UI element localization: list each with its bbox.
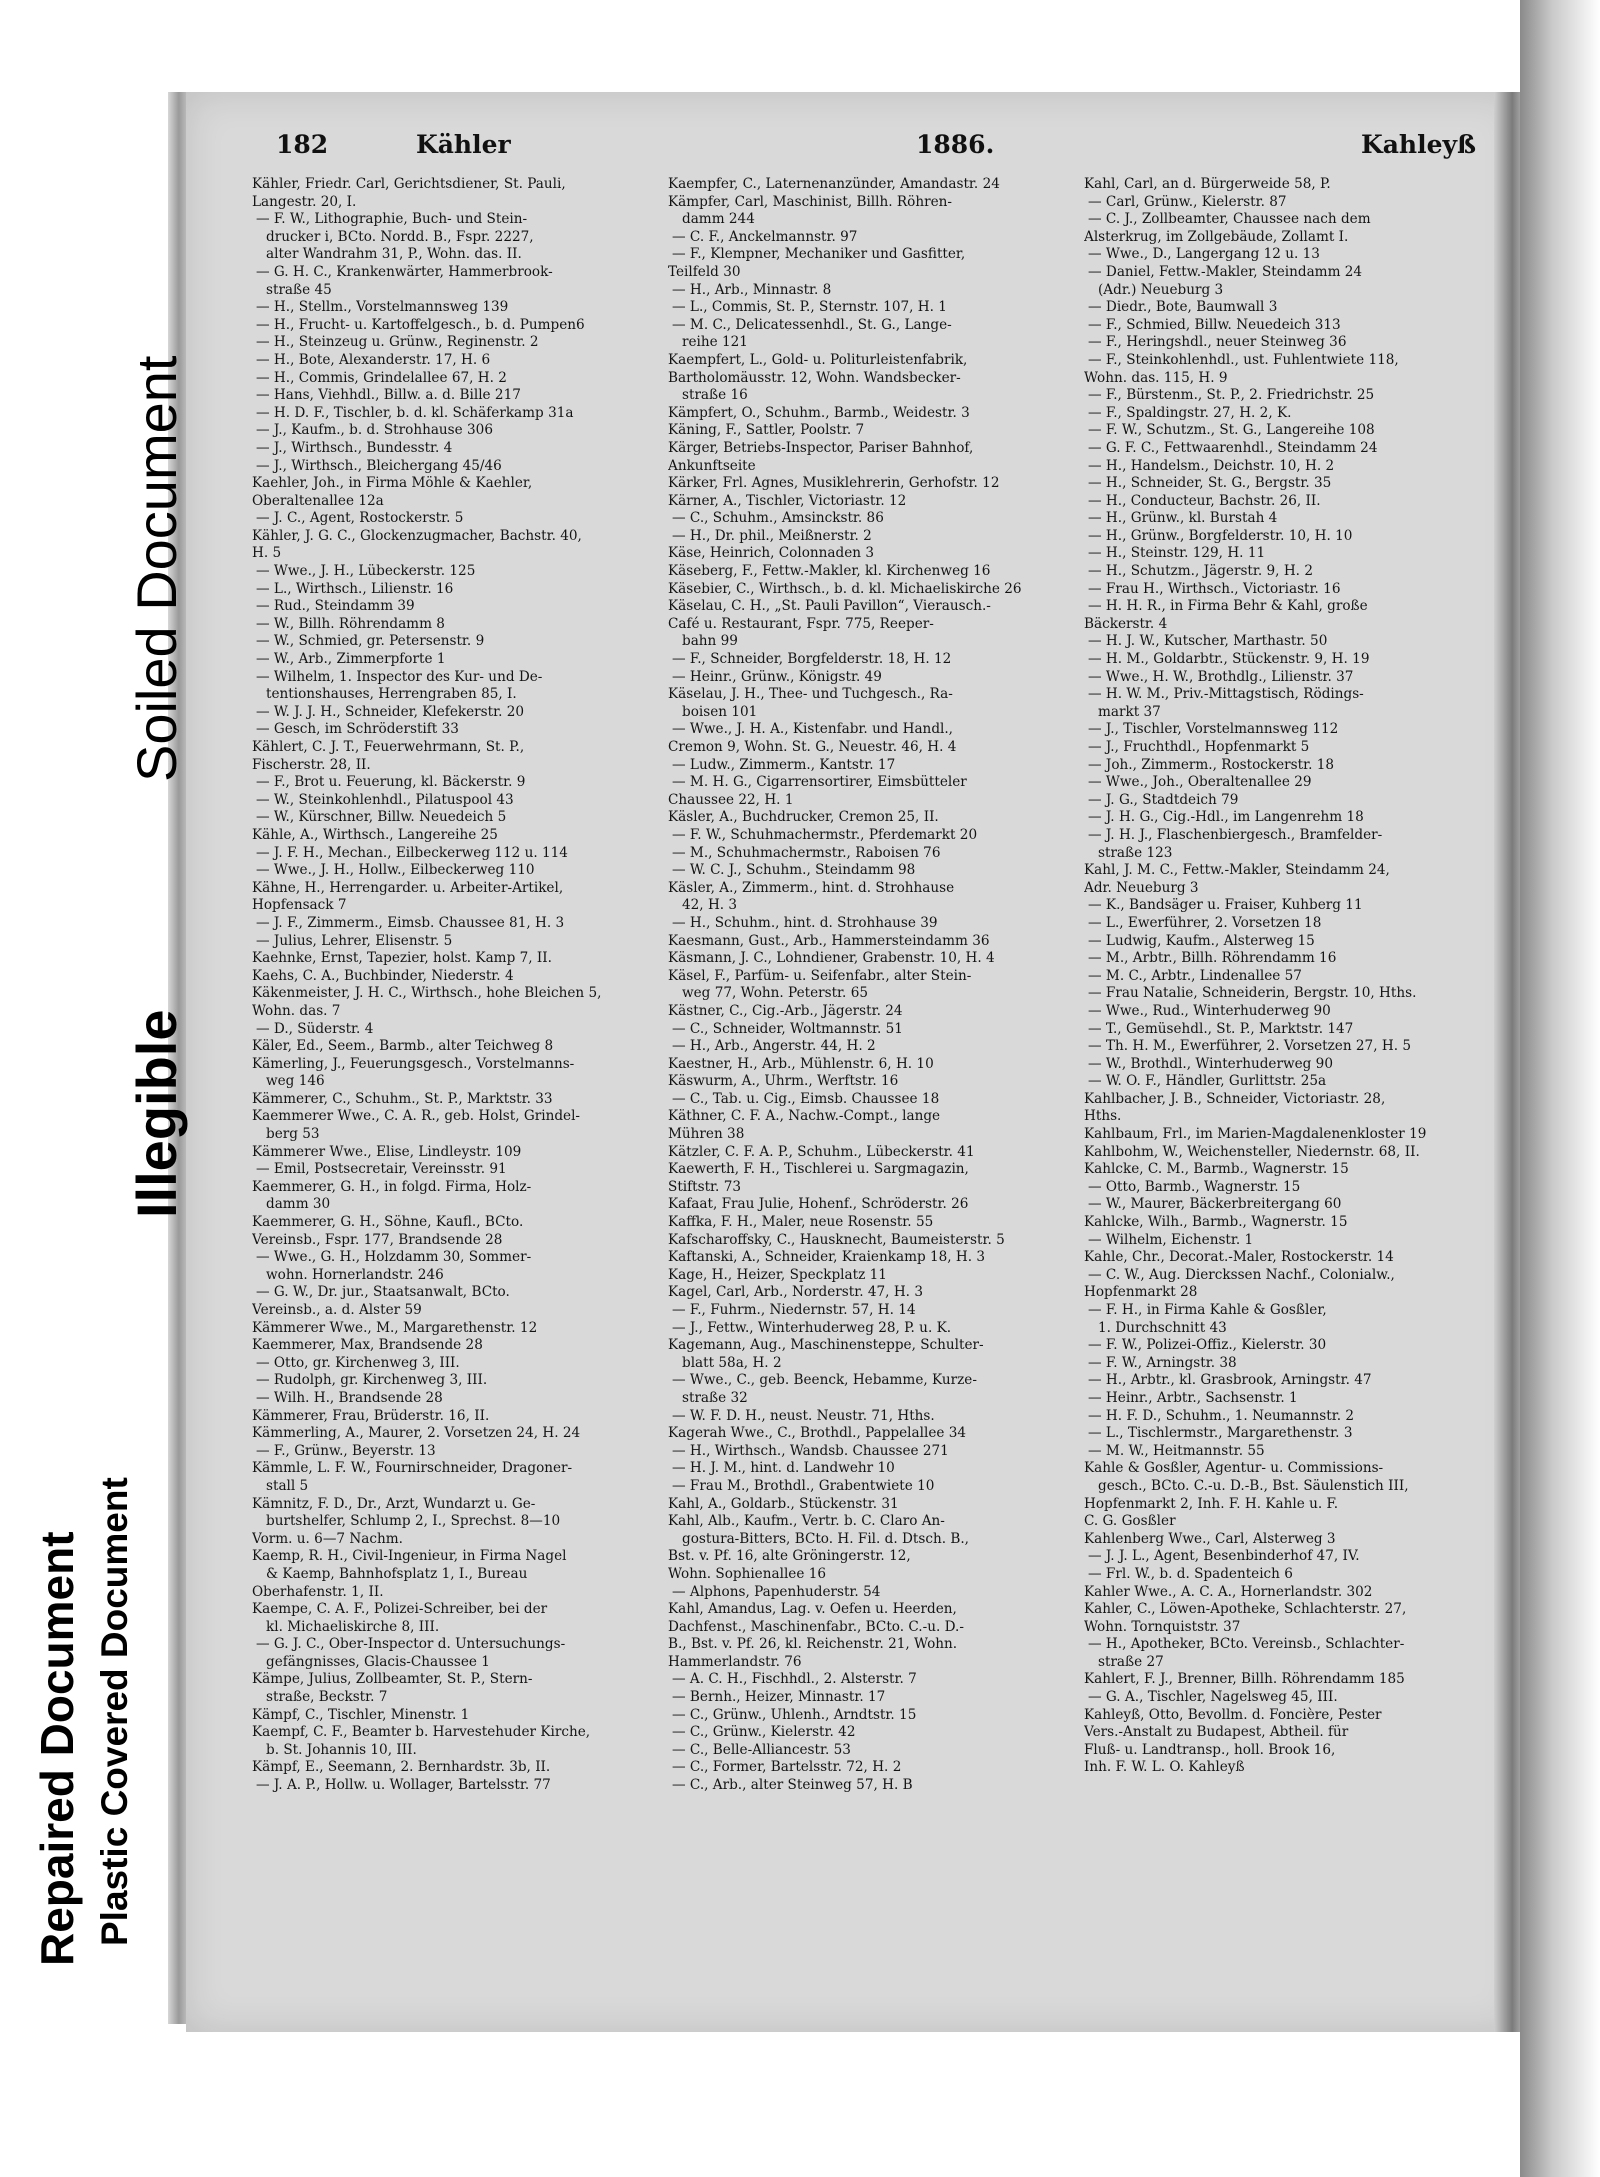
directory-entry-line: — H., Commis, Grindelallee 67, H. 2 [256, 369, 507, 386]
directory-entry-line: Käsel, F., Parfüm- u. Seifenfabr., alter Stein- [668, 967, 972, 984]
directory-entry-line: Kästner, C., Cig.-Arb., Jägerstr. 24 [668, 1002, 903, 1019]
directory-entry-line: Kämmle, L. F. W., Fournirschneider, Dragoner- [252, 1460, 573, 1477]
directory-entry-line: — G. H. C., Krankenwärter, Hammerbrook- [256, 263, 553, 280]
directory-entry-line: — H., Arb., Minnastr. 8 [672, 281, 832, 298]
directory-entry-line: B., Bst. v. Pf. 26, kl. Reichenstr. 21, Wohn. [668, 1636, 958, 1653]
directory-entry-line: — T., Gemüsehdl., St. P., Marktstr. 147 [1088, 1020, 1354, 1037]
directory-entry-line: Kaestner, H., Arb., Mühlenstr. 6, H. 10 [668, 1055, 934, 1072]
directory-entry-line: — H. H. R., in Firma Behr & Kahl, große [1088, 598, 1368, 615]
directory-entry-line: Kagel, Carl, Arb., Norderstr. 47, H. 3 [668, 1284, 923, 1301]
directory-entry-line: Kaemmerer, G. H., Söhne, Kaufl., BCto. [252, 1214, 524, 1231]
directory-entry-line: — C. J., Zollbeamter, Chaussee nach dem [1088, 211, 1371, 228]
page-header [276, 130, 1486, 170]
directory-entry-line: Kämnitz, F. D., Dr., Arzt, Wundarzt u. Ge- [252, 1495, 536, 1512]
directory-entry-line: — J. H. G., Cig.-Hdl., im Langenrehm 18 [1088, 809, 1364, 826]
directory-entry-line: — J. A. P., Hollw. u. Wollager, Bartelsstr. 77 [256, 1777, 551, 1794]
directory-entry-line: Teilfeld 30 [668, 263, 741, 280]
directory-entry-line: — Gesch, im Schröderstift 33 [256, 721, 459, 738]
directory-entry-line: — H. J. W., Kutscher, Marthastr. 50 [1088, 633, 1328, 650]
directory-entry-line: — J. C., Agent, Rostockerstr. 5 [256, 510, 464, 527]
directory-entry-line: — G. A., Tischler, Nagelsweg 45, III. [1088, 1689, 1338, 1706]
directory-entry-line: — F., Brot u. Feuerung, kl. Bäckerstr. 9 [256, 774, 526, 791]
directory-entry-line: Käkenmeister, J. H. C., Wirthsch., hohe Bleichen 5, [252, 985, 602, 1002]
directory-entry-line: berg 53 [266, 1126, 320, 1143]
directory-entry-line: — W., Schmied, gr. Petersenstr. 9 [256, 633, 485, 650]
directory-entry-line: — H., Schutzm., Jägerstr. 9, H. 2 [1088, 563, 1313, 580]
directory-entry-line: Kähler, Friedr. Carl, Gerichtsdiener, St. Pauli, [252, 176, 566, 192]
header-year: 1886. [916, 130, 995, 159]
directory-entry-line: — L., Ewerführer, 2. Vorsetzen 18 [1088, 914, 1322, 931]
directory-entry-line: — W., Maurer, Bäckerbreitergang 60 [1088, 1196, 1342, 1213]
directory-entry-line: Kahl, J. M. C., Fettw.-Makler, Steindamm 24, [1084, 862, 1390, 879]
directory-entry-line: Kämmerer, C., Schuhm., St. P., Marktstr. 33 [252, 1090, 553, 1107]
directory-entry-line: Kage, H., Heizer, Speckplatz 11 [668, 1266, 887, 1283]
directory-entry-line: C. G. Gosßler [1084, 1513, 1176, 1530]
directory-entry-line: — H., Handelsm., Deichstr. 10, H. 2 [1088, 457, 1335, 474]
directory-entry-line: — H., Steinzeug u. Grünw., Reginenstr. 2 [256, 334, 539, 351]
directory-entry-line: Langestr. 20, I. [252, 193, 357, 210]
directory-entry-line: — Julius, Lehrer, Elisenstr. 5 [256, 932, 453, 949]
directory-entry-line: Bst. v. Pf. 16, alte Gröningerstr. 12, [668, 1548, 911, 1565]
directory-entry-line: — F., Schmied, Billw. Neuedeich 313 [1088, 316, 1341, 333]
directory-entry-line: Käseberg, F., Fettw.-Makler, kl. Kirchenweg 16 [668, 563, 991, 580]
directory-entry-line: Kämpf, C., Tischler, Minenstr. 1 [252, 1706, 470, 1723]
directory-entry-line: — C., Former, Bartelsstr. 72, H. 2 [672, 1759, 902, 1776]
directory-entry-line: — Th. H. M., Ewerführer, 2. Vorsetzen 27, H. 5 [1088, 1038, 1411, 1055]
directory-entry-line: — J. F. H., Mechan., Eilbeckerweg 112 u. 114 [256, 844, 568, 861]
directory-entry-line: — Frau Natalie, Schneiderin, Bergstr. 10, Hths. [1088, 985, 1417, 1002]
plastic-covered-document-stamp: Plastic Covered Document [94, 1477, 135, 1946]
directory-entry-line: — M. C., Arbtr., Lindenallee 57 [1088, 967, 1302, 984]
directory-entry-line: — L., Commis, St. P., Sternstr. 107, H. 1 [672, 299, 947, 316]
page-spine-shadow [1494, 92, 1520, 2032]
directory-entry-line: — C., Schneider, Woltmannstr. 51 [672, 1020, 903, 1037]
directory-entry-line: Kahlenberg Wwe., Carl, Alsterweg 3 [1084, 1530, 1336, 1547]
directory-entry-line: boisen 101 [682, 703, 758, 720]
directory-entry-line: Kämpf, E., Seemann, 2. Bernhardstr. 3b, II. [252, 1759, 551, 1776]
directory-entry-line: Kämpfer, Carl, Maschinist, Billh. Röhren- [668, 193, 952, 210]
directory-entry-line: Kaehs, C. A., Buchbinder, Niederstr. 4 [252, 967, 514, 984]
directory-entry-line: gesch., BCto. C.-u. D.-B., Bst. Säulenstich III, [1098, 1477, 1409, 1494]
directory-entry-line: Kämmerer Wwe., M., Margarethenstr. 12 [252, 1319, 538, 1336]
directory-entry-line: gostura-Bitters, BCto. H. Fil. d. Dtsch. B., [682, 1530, 969, 1547]
directory-entry-line: bahn 99 [682, 633, 738, 650]
directory-entry-line: — C., Belle-Alliancestr. 53 [672, 1741, 851, 1758]
directory-entry-line: Kaffka, F. H., Maler, neue Rosenstr. 55 [668, 1214, 934, 1231]
directory-entry-line: Oberaltenallee 12a [252, 492, 384, 509]
directory-entry-line: Kähne, H., Herrengarder. u. Arbeiter-Artikel, [252, 879, 564, 896]
directory-entry-line: — J. H. J., Flaschenbiergesch., Bramfelder- [1088, 826, 1383, 843]
directory-entry-line: Oberhafenstr. 1, II. [252, 1583, 384, 1600]
directory-entry-line: Wohn. das. 115, H. 9 [1084, 369, 1228, 386]
directory-entry-line: Kärger, Betriebs-Inspector, Pariser Bahnhof, [668, 439, 974, 456]
header-left-word: Kähler [416, 130, 511, 159]
directory-entry-line: Kaempe, C. A. F., Polizei-Schreiber, bei der [252, 1601, 548, 1618]
directory-entry-line: — Wwe., J. H., Lübeckerstr. 125 [256, 563, 476, 580]
directory-entry-line: — C., Tab. u. Cig., Eimsb. Chaussee 18 [672, 1090, 940, 1107]
directory-entry-line: Käswurm, A., Uhrm., Werftstr. 16 [668, 1073, 899, 1090]
directory-entry-line: — H., Arbtr., kl. Grasbrook, Arningstr. 47 [1088, 1372, 1372, 1389]
directory-entry-line: Kahlcke, C. M., Barmb., Wagnerstr. 15 [1084, 1161, 1349, 1178]
directory-entry-line: — W., Kürschner, Billw. Neuedeich 5 [256, 809, 507, 826]
directory-entry-line: & Kaemp, Bahnhofsplatz 1, I., Bureau [266, 1565, 528, 1582]
directory-entry-line: — K., Bandsäger u. Fraiser, Kuhberg 11 [1088, 897, 1363, 914]
directory-entry-line: Käselau, C. H., „St. Pauli Pavillon“, Vierausch.- [668, 598, 991, 615]
directory-entry-line: — Wwe., D., Langergang 12 u. 13 [1088, 246, 1320, 263]
repaired-document-stamp: Repaired Document [31, 1531, 83, 1966]
directory-entry-line: — Alphons, Papenhuderstr. 54 [672, 1583, 881, 1600]
directory-entry-line: — G. F. C., Fettwaarenhdl., Steindamm 24 [1088, 439, 1378, 456]
directory-entry-line: — M., Arbtr., Billh. Röhrendamm 16 [1088, 950, 1337, 967]
directory-entry-line: — Wwe., C., geb. Beenck, Hebamme, Kurze- [672, 1372, 977, 1389]
directory-entry-line: — Diedr., Bote, Baumwall 3 [1088, 299, 1278, 316]
directory-entry-line: — Emil, Postsecretair, Vereinsstr. 91 [256, 1161, 507, 1178]
directory-entry-line: Wohn. das. 7 [252, 1002, 341, 1019]
directory-entry-line: Kämmerer, Frau, Brüderstr. 16, II. [252, 1407, 490, 1424]
directory-entry-line: Kärner, A., Tischler, Victoriastr. 12 [668, 492, 907, 509]
directory-entry-line: Chaussee 22, H. 1 [668, 791, 794, 808]
directory-entry-line: Käsler, A., Buchdrucker, Cremon 25, II. [668, 809, 939, 826]
directory-entry-line: — Carl, Grünw., Kielerstr. 87 [1088, 193, 1287, 210]
directory-entry-line: — Otto, gr. Kirchenweg 3, III. [256, 1354, 460, 1371]
directory-entry-line: Kämmerer Wwe., Elise, Lindleystr. 109 [252, 1143, 522, 1160]
directory-entry-line: Kahl, Alb., Kaufm., Vertr. b. C. Claro An- [668, 1513, 945, 1530]
directory-entry-line: Kahler Wwe., A. C. A., Hornerlandstr. 302 [1084, 1583, 1373, 1600]
directory-entry-line: — Wilhelm, 1. Inspector des Kur- und De- [256, 668, 543, 685]
directory-entry-line: Kärker, Frl. Agnes, Musiklehrerin, Gerhofstr. 12 [668, 475, 1000, 492]
directory-entry-line: — Ludwig, Kaufm., Alsterweg 15 [1088, 932, 1315, 949]
directory-entry-line: — H., Arb., Angerstr. 44, H. 2 [672, 1038, 876, 1055]
directory-entry-line: — H., Wirthsch., Wandsb. Chaussee 271 [672, 1442, 949, 1459]
directory-entry-line: — H. F. D., Schuhm., 1. Neumannstr. 2 [1088, 1407, 1355, 1424]
directory-entry-line: Kahler, C., Löwen-Apotheke, Schlachterstr. 27, [1084, 1601, 1407, 1618]
directory-entry-line: Kaemp, R. H., Civil-Ingenieur, in Firma Nagel [252, 1548, 567, 1565]
directory-entry-line: Kahlbaum, Frl., im Marien-Magdalenenkloster 19 [1084, 1126, 1427, 1143]
directory-entry-line: Kahlbohm, W., Weichensteller, Niedernstr. 68, II. [1084, 1143, 1420, 1160]
directory-entry-line: — Wwe., Rud., Winterhuderweg 90 [1088, 1002, 1331, 1019]
directory-entry-line: Kämpe, Julius, Zollbeamter, St. P., Stern- [252, 1671, 533, 1688]
directory-entry-line: Fluß- u. Landtransp., holl. Brook 16, [1084, 1741, 1336, 1758]
directory-entry-line: Kähle, A., Wirthsch., Langereihe 25 [252, 826, 498, 843]
directory-entry-line: — F. W., Schutzm., St. G., Langereihe 108 [1088, 422, 1375, 439]
directory-entry-line: Käsebier, C., Wirthsch., b. d. kl. Michaeliskirche 26 [668, 580, 1022, 597]
directory-entry-line: — F. W., Schuhmachermstr., Pferdemarkt 20 [672, 826, 978, 843]
directory-entry-line: — L., Tischlermstr., Margarethenstr. 3 [1088, 1425, 1353, 1442]
directory-entry-line: — C., Arb., alter Steinweg 57, H. B [672, 1777, 913, 1794]
directory-entry-line: — Wilh. H., Brandsende 28 [256, 1389, 443, 1406]
directory-entry-line: — Heinr., Arbtr., Sachsenstr. 1 [1088, 1389, 1298, 1406]
directory-entry-line: Kaempfert, L., Gold- u. Politurleistenfabrik, [668, 351, 968, 368]
directory-entry-line: — F., Fuhrm., Niedernstr. 57, H. 14 [672, 1302, 916, 1318]
directory-entry-line: Käsmann, J. C., Lohndiener, Grabenstr. 10, H. 4 [668, 950, 995, 967]
directory-entry-line: — J. J. L., Agent, Besenbinderhof 47, IV. [1088, 1548, 1360, 1565]
directory-entry-line: — Joh., Zimmerm., Rostockerstr. 18 [1088, 756, 1335, 773]
directory-entry-line: — F. W., Lithographie, Buch- und Stein- [256, 211, 528, 228]
directory-entry-line: — Wilhelm, Eichenstr. 1 [1088, 1231, 1254, 1248]
directory-entry-line: — W., Arb., Zimmerpforte 1 [256, 651, 446, 668]
directory-entry-line: Kahle, Chr., Decorat.-Maler, Rostockerstr. 14 [1084, 1249, 1394, 1266]
directory-entry-line: — F., Klempner, Mechaniker und Gasfitter, [672, 246, 966, 263]
directory-entry-line: — Frau H., Wirthsch., Victoriastr. 16 [1088, 580, 1341, 597]
directory-entry-line: Kahlcke, Wilh., Barmb., Wagnerstr. 15 [1084, 1214, 1348, 1231]
directory-entry-line: straße 27 [1098, 1653, 1164, 1670]
directory-entry-line: — W. J. J. H., Schneider, Klefekerstr. 20 [256, 703, 525, 720]
directory-entry-line: Vereinsb., a. d. Alster 59 [252, 1302, 422, 1318]
directory-entry-line: straße 45 [266, 281, 332, 298]
directory-entry-line: Kämpfert, O., Schuhm., Barmb., Weidestr. 3 [668, 404, 970, 421]
directory-entry-line: Adr. Neueburg 3 [1084, 879, 1199, 896]
directory-entry-line: wohn. Hornerlandstr. 246 [266, 1266, 444, 1283]
directory-entry-line: — D., Süderstr. 4 [256, 1020, 374, 1037]
directory-entry-line: — M., Schuhmachermstr., Raboisen 76 [672, 844, 941, 861]
directory-entry-line: Wohn. Tornquiststr. 37 [1084, 1618, 1241, 1635]
directory-entry-line: Bäckerstr. 4 [1084, 615, 1168, 632]
directory-entry-line: — M. W., Heitmannstr. 55 [1088, 1442, 1265, 1459]
directory-entry-line: — Ludw., Zimmerm., Kantstr. 17 [672, 756, 896, 773]
directory-entry-line: Kahleyß, Otto, Bevollm. d. Foncière, Pester [1084, 1706, 1382, 1723]
directory-entry-line: — Wwe., J. H. A., Kistenfabr. und Handl., [672, 721, 954, 738]
directory-entry-line: b. St. Johannis 10, III. [266, 1741, 417, 1758]
directory-entry-line: Ankunftseite [668, 457, 756, 474]
directory-entry-line: — C., Schuhm., Amsinckstr. 86 [672, 510, 884, 527]
directory-entry-line: Kähler, J. G. C., Glockenzugmacher, Bachstr. 40, [252, 527, 582, 544]
directory-entry-line: straße, Beckstr. 7 [266, 1689, 388, 1706]
directory-column-1 [252, 176, 652, 2016]
directory-entry-line: Kahl, Amandus, Lag. v. Oefen u. Heerden, [668, 1601, 957, 1618]
directory-entry-line: 1. Durchschnitt 43 [1098, 1319, 1227, 1336]
directory-entry-line: Käsler, A., Zimmerm., hint. d. Strohhause [668, 879, 955, 896]
directory-entry-line: Kämerling, J., Feuerungsgesch., Vorstelmanns- [252, 1055, 575, 1072]
directory-entry-line: — J., Wirthsch., Bundesstr. 4 [256, 439, 453, 456]
directory-entry-line: — Otto, Barmb., Wagnerstr. 15 [1088, 1178, 1301, 1195]
directory-entry-line: — C. F., Anckelmannstr. 97 [672, 228, 858, 245]
directory-column-2 [668, 176, 1066, 2016]
directory-entry-line: — H., Grünw., kl. Burstah 4 [1088, 510, 1278, 527]
directory-entry-line: weg 77, Wohn. Peterstr. 65 [682, 985, 868, 1002]
directory-entry-line: — Heinr., Grünw., Königstr. 49 [672, 668, 882, 685]
directory-entry-line: Kaewerth, F. H., Tischlerei u. Sargmagazin, [668, 1161, 969, 1178]
directory-entry-line: — F., Steinkohlenhdl., ust. Fuhlentwiete 118, [1088, 351, 1399, 368]
directory-entry-line: — F., Bürstenm., St. P., 2. Friedrichstr. 25 [1088, 387, 1375, 404]
directory-entry-line: Inh. F. W. L. O. Kahleyß [1084, 1759, 1245, 1776]
directory-entry-line: — J., Kaufm., b. d. Strohhause 306 [256, 422, 493, 439]
directory-entry-line: reihe 121 [682, 334, 748, 351]
directory-entry-line: — H., Schuhm., hint. d. Strohhause 39 [672, 914, 938, 931]
directory-entry-line: straße 32 [682, 1389, 748, 1406]
directory-entry-line: — J., Tischler, Vorstelmannsweg 112 [1088, 721, 1339, 738]
directory-entry-line: H. 5 [252, 545, 282, 562]
directory-entry-line: Kaemmerer, G. H., in folgd. Firma, Holz- [252, 1178, 532, 1195]
directory-entry-line: — C. W., Aug. Dierckssen Nachf., Colonialw., [1088, 1266, 1395, 1283]
directory-entry-line: Hopfensack 7 [252, 897, 347, 914]
directory-entry-line: Käler, Ed., Seem., Barmb., alter Teichweg 8 [252, 1038, 554, 1055]
directory-page [186, 92, 1520, 2032]
directory-entry-line: — A. C. H., Fischhdl., 2. Alsterstr. 7 [672, 1671, 917, 1688]
directory-entry-line: 42, H. 3 [682, 897, 738, 914]
directory-entry-line: damm 30 [266, 1196, 331, 1213]
directory-entry-line: — H. W. M., Priv.-Mittagstisch, Rödings- [1088, 686, 1364, 703]
directory-entry-line: Alsterkrug, im Zollgebäude, Zollamt I. [1084, 228, 1349, 245]
directory-entry-line: — W., Brothdl., Winterhuderweg 90 [1088, 1055, 1333, 1072]
directory-entry-line: — G. J. C., Ober-Inspector d. Untersuchungs- [256, 1636, 566, 1653]
directory-entry-line: — M. H. G., Cigarrensortirer, Eimsbütteler [672, 774, 967, 791]
directory-entry-line: — J. F., Zimmerm., Eimsb. Chaussee 81, H. 3 [256, 914, 565, 931]
directory-entry-line: — F. H., in Firma Kahle & Gosßler, [1088, 1302, 1327, 1318]
directory-entry-line: — Frl. W., b. d. Spadenteich 6 [1088, 1565, 1293, 1582]
directory-entry-line: — F., Spaldingstr. 27, H. 2, K. [1088, 404, 1292, 421]
directory-entry-line: — H. M., Goldarbtr., Stückenstr. 9, H. 19 [1088, 651, 1370, 668]
directory-entry-line: — F. W., Polizei-Offiz., Kielerstr. 30 [1088, 1337, 1327, 1354]
directory-entry-line: — H., Conducteur, Bachstr. 26, II. [1088, 492, 1321, 509]
directory-entry-line: gefängnisses, Glacis-Chaussee 1 [266, 1653, 490, 1670]
directory-entry-line: — H., Bote, Alexanderstr. 17, H. 6 [256, 351, 491, 368]
directory-entry-line: Käthner, C. F. A., Nachw.-Compt., lange [668, 1108, 941, 1125]
directory-entry-line: Käselau, J. H., Thee- und Tuchgesch., Ra- [668, 686, 953, 703]
directory-entry-line: — H. D. F., Tischler, b. d. kl. Schäferkamp 31a [256, 404, 574, 421]
directory-column-3 [1084, 176, 1482, 2016]
directory-entry-line: Kafscharoffsky, C., Hausknecht, Baumeisterstr. 5 [668, 1231, 1005, 1248]
directory-entry-line: — H., Stellm., Vorstelmannsweg 139 [256, 299, 509, 316]
directory-entry-line: — H., Apotheker, BCto. Vereinsb., Schlachter- [1088, 1636, 1405, 1653]
directory-entry-line: Fischerstr. 28, II. [252, 756, 371, 773]
directory-entry-line: — C., Grünw., Kielerstr. 42 [672, 1724, 856, 1741]
directory-entry-line: Hths. [1084, 1108, 1122, 1125]
directory-entry-line: Hopfenmarkt 28 [1084, 1284, 1198, 1301]
directory-entry-line: — J., Fruchthdl., Hopfenmarkt 5 [1088, 739, 1310, 755]
directory-entry-line: — Wwe., G. H., Holzdamm 30, Sommer- [256, 1249, 532, 1266]
directory-entry-line: Vorm. u. 6—7 Nachm. [252, 1530, 403, 1547]
directory-entry-line: Kählert, C. J. T., Feuerwehrmann, St. P., [252, 739, 525, 755]
directory-entry-line: Stiftstr. 73 [668, 1178, 741, 1195]
directory-entry-line: Wohn. Sophienallee 16 [668, 1565, 826, 1582]
directory-entry-line: Hammerlandstr. 76 [668, 1653, 802, 1670]
directory-entry-line: — W. F. D. H., neust. Neustr. 71, Hths. [672, 1407, 935, 1424]
directory-entry-line: — W., Billh. Röhrendamm 8 [256, 615, 445, 632]
directory-entry-line: Vers.-Anstalt zu Budapest, Abtheil. für [1084, 1724, 1349, 1741]
illegible-stamp: Illegible [125, 1009, 188, 1218]
directory-entry-line: markt 37 [1098, 703, 1161, 720]
directory-entry-line: — Wwe., H. W., Brothdlg., Lilienstr. 37 [1088, 668, 1354, 685]
directory-entry-line: Cremon 9, Wohn. St. G., Neuestr. 46, H. 4 [668, 739, 957, 755]
directory-entry-line: Kagerah Wwe., C., Brothdl., Pappelallee 34 [668, 1425, 967, 1442]
directory-entry-line: Mühren 38 [668, 1126, 745, 1143]
directory-entry-line: Kämmerling, A., Maurer, 2. Vorsetzen 24, H. 24 [252, 1425, 581, 1442]
directory-entry-line: Kahlbacher, J. B., Schneider, Victoriastr. 28, [1084, 1090, 1386, 1107]
directory-entry-line: — F., Grünw., Beyerstr. 13 [256, 1442, 436, 1459]
scan-right-edge [1520, 0, 1600, 2177]
page-number: 182 [276, 130, 329, 159]
directory-entry-line: Kafaat, Frau Julie, Hohenf., Schröderstr. 26 [668, 1196, 969, 1213]
directory-entry-line: — H., Schneider, St. G., Bergstr. 35 [1088, 475, 1332, 492]
directory-entry-line: Kaehnke, Ernst, Tapezier, holst. Kamp 7, II. [252, 950, 552, 967]
directory-entry-line: Kahl, A., Goldarb., Stückenstr. 31 [668, 1495, 899, 1512]
directory-entry-line: Kahle & Gosßler, Agentur- u. Commissions- [1084, 1460, 1384, 1477]
directory-entry-line: Kaempf, C. F., Beamter b. Harvestehuder Kirche, [252, 1724, 591, 1741]
directory-entry-line: Kaemmerer Wwe., C. A. R., geb. Holst, Grindel- [252, 1108, 581, 1125]
directory-entry-line: Bartholomäusstr. 12, Wohn. Wandsbecker- [668, 369, 961, 386]
soiled-document-stamp: Soiled Document [125, 355, 188, 782]
directory-entry-line: straße 123 [1098, 844, 1173, 861]
directory-entry-line: — H. J. M., hint. d. Landwehr 10 [672, 1460, 895, 1477]
directory-entry-line: kl. Michaeliskirche 8, III. [266, 1618, 440, 1635]
directory-entry-line: — M. C., Delicatessenhdl., St. G., Lange- [672, 316, 952, 333]
header-right-word: Kahleyß [1360, 130, 1476, 159]
directory-entry-line: drucker i, BCto. Nordd. B., Fspr. 2227, [266, 228, 534, 245]
directory-entry-line: — H., Steinstr. 129, H. 11 [1088, 545, 1266, 562]
directory-entry-line: Kaemmerer, Max, Brandsende 28 [252, 1337, 483, 1354]
directory-entry-line: — J. G., Stadtdeich 79 [1088, 791, 1239, 808]
directory-entry-line: Kaftanski, A., Schneider, Kraienkamp 18, H. 3 [668, 1249, 986, 1266]
directory-entry-line: burtshelfer, Schlump 2, I., Sprechst. 8—10 [266, 1513, 561, 1530]
directory-entry-line: Kagemann, Aug., Maschinensteppe, Schulter- [668, 1337, 984, 1354]
directory-entry-line: alter Wandrahm 31, P., Wohn. das. II. [266, 246, 522, 263]
directory-entry-line: Kaempfer, C., Laternenanzünder, Amandastr. 24 [668, 176, 1000, 192]
directory-entry-line: — Rudolph, gr. Kirchenweg 3, III. [256, 1372, 488, 1389]
directory-entry-line: damm 244 [682, 211, 755, 228]
directory-entry-line: Hopfenmarkt 2, Inh. F. H. Kahle u. F. [1084, 1495, 1339, 1512]
directory-entry-line: — H., Frucht- u. Kartoffelgesch., b. d. Pumpen6 [256, 316, 585, 333]
directory-entry-line: — G. W., Dr. jur., Staatsanwalt, BCto. [256, 1284, 510, 1301]
directory-entry-line: — Bernh., Heizer, Minnastr. 17 [672, 1689, 886, 1706]
directory-entry-line: stall 5 [266, 1477, 309, 1494]
directory-entry-line: — Hans, Viehhdl., Billw. a. d. Bille 217 [256, 387, 521, 404]
directory-entry-line: Kaesmann, Gust., Arb., Hammersteindamm 36 [668, 932, 990, 949]
directory-entry-line: — H., Dr. phil., Meißnerstr. 2 [672, 527, 872, 544]
directory-entry-line: tentionshauses, Herrengraben 85, I. [266, 686, 517, 703]
directory-entry-line: Kahl, Carl, an d. Bürgerweide 58, P. [1084, 176, 1331, 192]
directory-entry-line: — F., Heringshdl., neuer Steinweg 36 [1088, 334, 1347, 351]
directory-entry-line: — Daniel, Fettw.-Makler, Steindamm 24 [1088, 263, 1363, 280]
directory-entry-line: weg 146 [266, 1073, 325, 1090]
directory-entry-line: (Adr.) Neueburg 3 [1098, 281, 1224, 298]
directory-entry-line: — F. W., Arningstr. 38 [1088, 1354, 1237, 1371]
directory-entry-line: Dachfenst., Maschinenfabr., BCto. C.-u. D.- [668, 1618, 964, 1635]
directory-entry-line: — Frau M., Brothdl., Grabentwiete 10 [672, 1477, 935, 1494]
directory-entry-line: Vereinsb., Fspr. 177, Brandsende 28 [252, 1231, 503, 1248]
directory-entry-line: — C., Grünw., Uhlenh., Arndtstr. 15 [672, 1706, 917, 1723]
directory-entry-line: — L., Wirthsch., Lilienstr. 16 [256, 580, 454, 597]
directory-entry-line: Kahlert, F. J., Brenner, Billh. Röhrendamm 185 [1084, 1671, 1405, 1688]
directory-entry-line: — F., Schneider, Borgfelderstr. 18, H. 12 [672, 651, 952, 668]
directory-entry-line: — Wwe., Joh., Oberaltenallee 29 [1088, 774, 1312, 791]
directory-entry-line: — J., Wirthsch., Bleichergang 45/46 [256, 457, 502, 474]
directory-entry-line: — Rud., Steindamm 39 [256, 598, 415, 615]
directory-entry-line: — H., Grünw., Borgfelderstr. 10, H. 10 [1088, 527, 1353, 544]
directory-entry-line: — W. C. J., Schuhm., Steindamm 98 [672, 862, 916, 879]
directory-entry-line: Kätzler, C. F. A. P., Schuhm., Lübeckerstr. 41 [668, 1143, 975, 1160]
directory-entry-line: Café u. Restaurant, Fspr. 775, Reeper- [668, 615, 934, 632]
directory-entry-line: Käse, Heinrich, Colonnaden 3 [668, 545, 874, 562]
directory-entry-line: — W. O. F., Händler, Gurlittstr. 25a [1088, 1073, 1327, 1090]
directory-entry-line: — J., Fettw., Winterhuderweg 28, P. u. K. [672, 1319, 952, 1336]
directory-entry-line: — W., Steinkohlenhdl., Pilatuspool 43 [256, 791, 514, 808]
directory-entry-line: blatt 58a, H. 2 [682, 1354, 782, 1371]
directory-entry-line: Käning, F., Sattler, Poolstr. 7 [668, 422, 865, 439]
directory-entry-line: Kaehler, Joh., in Firma Möhle & Kaehler, [252, 475, 533, 492]
directory-entry-line: — Wwe., J. H., Hollw., Eilbeckerweg 110 [256, 862, 535, 879]
directory-entry-line: straße 16 [682, 387, 748, 404]
